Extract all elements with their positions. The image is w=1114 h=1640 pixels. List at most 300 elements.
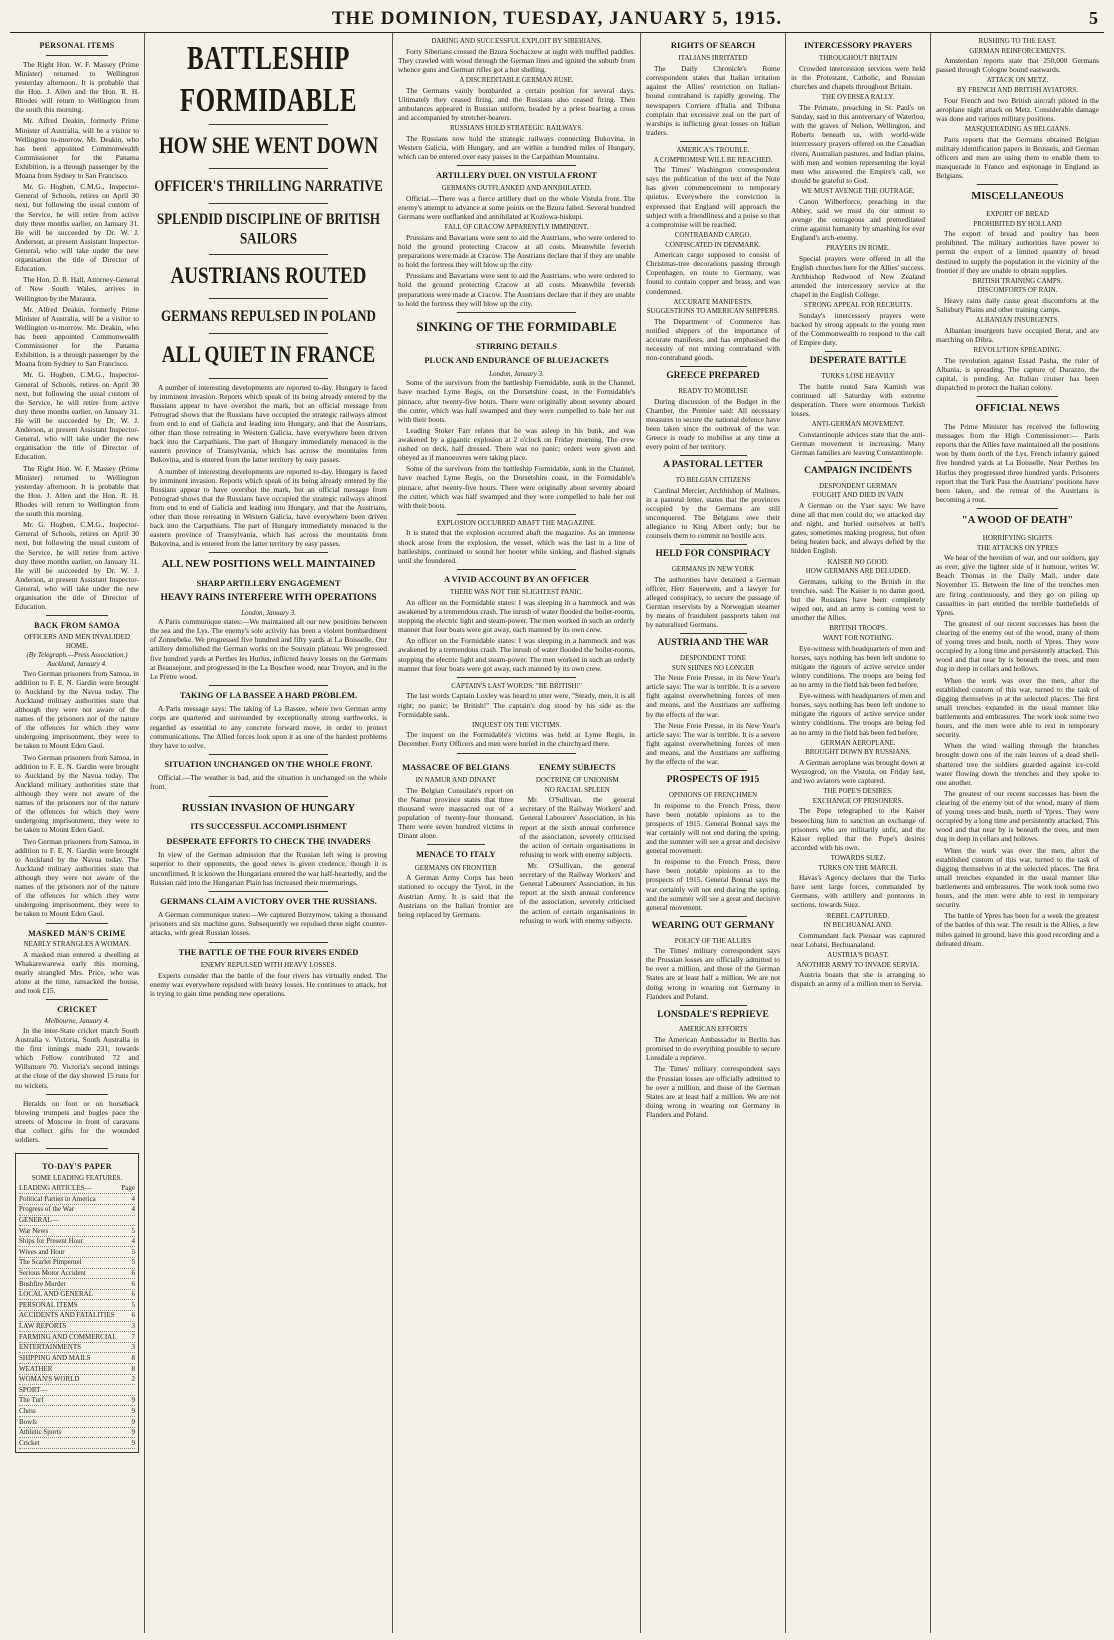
index-entry bbox=[19, 1428, 135, 1439]
wood-subheading: HORRIFYING SIGHTS bbox=[982, 533, 1053, 542]
columns bbox=[10, 33, 1104, 1633]
article-paragraph: Commandant Jack Pienaar was captured near Lobatsi, Bechuanaland. bbox=[791, 930, 925, 949]
article-paragraph: Experts consider that the battle of the four rivers has virtually ended. The enemy was everywhere repulsed with heavy losses. He continues to attack, but is trying to gain time pending new operations. bbox=[150, 970, 387, 998]
index-entry-label: Ships for Present Hour bbox=[19, 1237, 83, 1246]
la-bassee-heading: TAKING OF LA BASSEE A HARD PROBLEM. bbox=[179, 689, 358, 700]
article-paragraph: The export of bread and poultry has been prohibited. The military authorities have power to permit the export of a limited quantity of bread destined to supply the population in the vicinity of the frontier if they are unable to obtain supplies. bbox=[936, 229, 1099, 275]
article-paragraph: The last words Captain Loxley was heard to utter were, "Steady, men, it is all right; no panic; be British!" The captain's dog stood by his side as the Formidable sank. bbox=[398, 691, 635, 719]
index-entry-label: Political Parties in America bbox=[19, 1194, 96, 1203]
article-paragraph: Mr. O'Sullivan, the general secretary of the Railway Workers' and General Labourers' Association, in his report at the sixth annual conference of the association, severely criticised the action of certain organisations in refusing to work with enemy subjects. bbox=[519, 795, 635, 859]
bread-heading: EXPORT OF BREAD bbox=[986, 210, 1049, 219]
index-entry-page: 9 bbox=[131, 1396, 135, 1405]
article-paragraph: A German aeroplane was brought down at Wyszogrod, on the Vistula, on Friday last, and two aviators were captured. bbox=[791, 757, 925, 786]
divider bbox=[457, 753, 576, 754]
divider bbox=[977, 508, 1059, 509]
divider bbox=[46, 1094, 108, 1095]
four-rivers-heading: THE BATTLE OF THE FOUR RIVERS ENDED bbox=[178, 946, 359, 957]
article-paragraph: Two German prisoners from Samoa, in addition to F. E. N. Gardin were brought to Auckland by the Navua today. The Auckland military authorities state that although they were not aware of the names of the prisoners nor of the nature of the offences for which they were undergoing imprisonment, they were to be taken to Mount Eden Gaol. bbox=[15, 836, 139, 919]
article-paragraph: The Times' Washington correspondent says the publication of the text of the Note has given commencement to temporary quietus. Everywhere the conviction is expressed that England will approach the subject with a friendliness and a poise so that a compromise will be reached. bbox=[646, 165, 780, 229]
index-entry bbox=[19, 1237, 135, 1248]
subheading-artillery: SHARP ARTILLERY ENGAGEMENT bbox=[196, 578, 341, 589]
todays-paper-box bbox=[15, 1153, 139, 1453]
index-entry-page: 8 bbox=[131, 1364, 135, 1373]
column-6 bbox=[931, 33, 1104, 1633]
article-paragraph: Amsterdam reports state that 250,000 Germans passed through Cologne bound eastwards. bbox=[936, 56, 1099, 75]
divider bbox=[680, 544, 747, 545]
cricket-dateline: Melbourne, January 4. bbox=[44, 1017, 110, 1026]
article-paragraph: It is stated that the explosion occurred abaft the magazine. As an immense shock arose from the explosion, the vessel, which was the last in a line of battleships, continued to sound her hooter while sinking, and flashed signals until she foundered. bbox=[398, 528, 635, 565]
article-paragraph: Mr. G. Hogben, C.M.G., Inspector-General of Schools, retires on April 30 next, but following the usual custom of the Service, he will retire from active duty three months earlier, on January 31. He will be succeeded by Dr. W. J. Anderson, at present Assistant Inspector-General, who will take under the new organisation the title of Director of Education. bbox=[15, 370, 139, 462]
rebel-heading: REBEL CAPTURED. bbox=[826, 911, 890, 920]
suez-subheading: TURKS ON THE MARCH. bbox=[818, 863, 898, 872]
enemy-subheading: DOCTRINE OF UNIONISM bbox=[535, 776, 619, 785]
article-paragraph: Special prayers were offered in all the English churches here for the Allies' success. Archbishop Redwood of New Zealand attended the intercessory service at the chapel in the English College. bbox=[791, 253, 925, 300]
index-entry-page: 2 bbox=[131, 1375, 135, 1384]
column-4 bbox=[641, 33, 786, 1633]
index-entry bbox=[19, 1396, 135, 1407]
troops-heading: BRITISH TROOPS. bbox=[829, 624, 887, 633]
rebel-subheading: IN BECHUANALAND. bbox=[823, 921, 893, 930]
samoa-subheading: OFFICERS AND MEN INVALIDED HOME. bbox=[24, 633, 130, 650]
article-paragraph: The Belgian Consulate's report on the Namur province states that three thousand were massacred out of a population of twenty-four thousand. There were seven hundred victims in Dinant alone. bbox=[398, 785, 514, 841]
article-paragraph: The Prime Minister has received the following messages from the High Commissioner:— Paris reports that the Allies have maintained all the positions won by them north of the Lys. French infantry gained five hundred yards at La Boisselle. Near Perthes les Hurlus they progressed three hundred yards. Prisoners report that the Turk Pass the Austrians' positions have been taken, and the retreat of the Austrians is becoming a rout. bbox=[936, 422, 1099, 504]
article-paragraph: The inquest on the Formidable's victims was held at Lyme Regis, in December. Forty Officers and men were buried in the churchyard there. bbox=[398, 730, 635, 749]
subheading-pluck: PLUCK AND ENDURANCE OF BLUEJACKETS bbox=[424, 355, 609, 366]
article-paragraph: Two German prisoners from Samoa, in addition to F. E. N. Gardin were brought to Auckland by the Navua today. The Auckland military authorities state that although they were not aware of the names of the prisoners nor of the nature of the offences for which they were undergoing imprisonment, they were to be taken to Mount Eden Gaol. bbox=[15, 668, 139, 751]
article-paragraph: When the work was over the men, after the established custom of this war, turned to the task of digging themselves in at the selected places. The first small trenches expanded in the usual manner like battlements and embrasures. The work took some two hours, and the men were able to rest in temporary security. bbox=[936, 675, 1099, 740]
index-entry-label: Athletic Sports bbox=[19, 1428, 62, 1437]
index-entry bbox=[19, 1438, 135, 1449]
ruse-heading: A DISCREDITABLE GERMAN RUSE. bbox=[459, 75, 574, 84]
index-entry-label: WOMAN'S WORLD bbox=[19, 1375, 80, 1384]
americas-heading: AMERICA'S TROUBLE. bbox=[676, 145, 750, 154]
article-paragraph: Havas's Agency declares that the Turks have sent large forces, commanded by Germans, with artillery and pontoons in sections, towards Suez. bbox=[791, 873, 925, 910]
column-2 bbox=[145, 33, 393, 1633]
masthead bbox=[10, 6, 1104, 33]
article-paragraph: Official.—There was a fierce artillery duel on the whole Vistula front. The enemy's attempt to advance at some points on the Bzura failed. Several hundred Germans were outflanked and annihilated at Kozlowa-biskupi. bbox=[398, 193, 635, 222]
rights-heading: RIGHTS OF SEARCH bbox=[670, 40, 756, 50]
article-paragraph: Germans, talking to the British in the trenches, said: The Kaiser is no damn good, but the Russians have been completely wiped out, and an army is coming west to smother the Allies. bbox=[791, 576, 925, 623]
avenge-heading: WE MUST AVENGE THE OUTRAGE. bbox=[801, 186, 915, 195]
article-paragraph: An officer on the Formidable states: I was sleeping in a hammock and was awakened by a tremendous crash. The inrush of water flooded the boiler-rooms, stopping the electric light and steam-power. The men worked in such an orderly manner that four boats were got away, each manned by its own crew. bbox=[398, 636, 635, 673]
headline-new-positions: ALL NEW POSITIONS WELL MAINTAINED bbox=[161, 559, 376, 571]
article-paragraph: When the work was over the men, after the established custom of this war, turned to the task of digging themselves in at the selected places. The first small trenches expanded in the usual manner like battlements and embrasures. The work took some two hours, and the men were able to rest in temporary security. bbox=[936, 845, 1099, 910]
greece-subheading: READY TO MOBILISE bbox=[678, 387, 748, 396]
index-entry-label: Chess bbox=[19, 1406, 36, 1415]
index-entry-label: ENTERTAINMENTS bbox=[19, 1343, 82, 1352]
aeroplane-heading: GERMAN AEROPLANE. bbox=[820, 738, 896, 747]
index-entry bbox=[19, 1258, 135, 1269]
index-entry bbox=[19, 1311, 135, 1322]
divider bbox=[680, 633, 747, 634]
article-paragraph: Cardinal Mercier, Archbishop of Malines, in a pastoral letter, states that the provinces occupied by the Germans are still unconquered. The Belgians owe their allegiance to King Albert only; but he counsels them to commit no hostile acts. bbox=[646, 485, 780, 541]
divider bbox=[209, 168, 328, 169]
boast-heading: AUSTRIA'S BOAST. bbox=[827, 951, 889, 960]
main-headline: BATTLESHIP FORMIDABLE bbox=[179, 40, 358, 119]
rushing-subheading: GERMAN REINFORCEMENTS. bbox=[969, 46, 1066, 55]
contents-index bbox=[19, 1184, 135, 1449]
inquest-heading: INQUEST ON THE VICTIMS. bbox=[471, 720, 562, 729]
index-entry bbox=[19, 1375, 135, 1386]
index-entry-page: 5 bbox=[131, 1247, 135, 1256]
index-entry-page: 6 bbox=[131, 1279, 135, 1288]
rome-heading: PRAYERS IN ROME. bbox=[826, 244, 890, 253]
article-paragraph: In response to the French Press, there have been notable opinions as to the prospects of 1915. General Bonnal says the war certainly will not end during the spring, and the summer will see a great and decisive general movement. bbox=[646, 800, 780, 856]
index-entry-label: The Scarlet Pimpernel bbox=[19, 1258, 82, 1267]
manifests-subheading: SUGGESTIONS TO AMERICAN SHIPPERS. bbox=[646, 307, 780, 316]
contraband-heading: CONTRABAND CARGO. bbox=[674, 230, 752, 239]
index-entry-label: Cricket bbox=[19, 1438, 40, 1447]
divider bbox=[457, 569, 576, 570]
divider bbox=[427, 844, 485, 845]
divider bbox=[680, 455, 747, 456]
index-entry-page: 3 bbox=[131, 1343, 135, 1352]
personal-items-heading: PERSONAL ITEMS bbox=[39, 41, 115, 50]
article-paragraph: Official.—The weather is bad, and the situation is unchanged on the whole front. bbox=[150, 773, 387, 792]
pope-subheading: EXCHANGE OF PRISONERS. bbox=[812, 796, 904, 805]
camps-subheading: DISCOMFORTS OF RAIN. bbox=[977, 286, 1058, 295]
article-paragraph: Heralds on foot or on horseback blowing trumpets and bugles pace the streets of Moscow in front of caravans that collect gifts for the wounded soldiers. bbox=[15, 1098, 139, 1145]
divider bbox=[977, 396, 1059, 397]
siberians-heading: DARING AND SUCCESSFUL EXPLOIT BY SIBERIANS. bbox=[431, 37, 602, 45]
index-entry bbox=[19, 1417, 135, 1428]
metz-subheading: BY FRENCH AND BRITISH AVIATORS. bbox=[956, 86, 1079, 95]
article-paragraph: Paris reports that the Germans obtained Belgian military identification papers in Brussels, and German officers and men are using them to enable them to masquerade in France and espionage in England as Belgians. bbox=[936, 134, 1099, 181]
miscellaneous-heading: MISCELLANEOUS bbox=[971, 191, 1064, 203]
article-paragraph: A Paris communique states:—We maintained all our new positions between the sea and the Lys. The enemy's sole activity has been a violent bombardment of Zonnebeke. We progressed five hundred and fifty yards at La Boisselle. Our artillery demolished the German works on the Souvain plateau. We progressed five hundred yards at Perthes les Hurlus, inflicted heavy losses on the Germans at Beausejour, and progressed in the La Boschee wood, near Troyon, and in the Le Pretre wood. bbox=[150, 617, 387, 681]
newspaper-title: THE DOMINION, TUESDAY, JANUARY 5, 1915. bbox=[331, 8, 783, 29]
article-paragraph: The battle round Sara Kamish was continued all Saturday with extreme desperation. There were enormous Turkish losses. bbox=[791, 381, 925, 418]
samoa-heading: BACK FROM SAMOA bbox=[34, 621, 120, 631]
article-paragraph: A number of interesting developments are reported to-day. Hungary is faced by imminent invasion. Reports which speak of its being already entered by the Russians appear to have overshot the mark, but an official message from Petrograd shows that the Russians have occupied the strategic railways almost from end to end of Galicia and leading into Hungary, and that the Austrians, other than those retreating in Western Galicia, have everywhere been driven back into the Carpathians. The part of Hungary immediately menaced is the eastern province of Transylvania, which has across the mountains from Bukovina, and is entered from the latter territory by easy passes. bbox=[150, 382, 387, 465]
pastoral-heading: A PASTORAL LETTER bbox=[663, 460, 763, 471]
index-entry-label: Bushfire Murder bbox=[19, 1279, 66, 1288]
intercessory-subheading: THROUGHOUT BRITAIN bbox=[818, 54, 898, 63]
divider bbox=[457, 165, 576, 166]
divider bbox=[209, 754, 328, 755]
divider bbox=[46, 615, 108, 616]
index-entry bbox=[19, 1364, 135, 1375]
index-entry-page: 4 bbox=[131, 1237, 135, 1246]
index-entry-page: 6 bbox=[131, 1311, 135, 1320]
article-paragraph: Some of the survivors from the battleship Formidable, sunk in the Channel, have reached Lyme Regis, on the Dorsetshire coast, in the Formidable's pinnace, after twenty-five hours. There were originally about seventy aboard the cutter, which was half swamped and they were compelled to bale her out with their boots. bbox=[398, 378, 635, 424]
article-paragraph: The American Ambassador in Berlin has promised to do everything possible to secure Lonsdale a reprieve. bbox=[646, 1035, 780, 1063]
divider bbox=[46, 55, 108, 56]
bottom-split bbox=[398, 758, 635, 927]
oversea-heading: THE OVERSEA RALLY. bbox=[821, 93, 895, 102]
article-paragraph: The Times' military correspondent says the Prussian losses are officially admitted to be over a million, and those of the German States are at least half a million. We are not doing wrong in wearing out Germany in Flanders and Poland. bbox=[646, 1064, 780, 1119]
headline-austrians-routed: AUSTRIANS ROUTED bbox=[170, 263, 367, 289]
enemy-heading: ENEMY SUBJECTS bbox=[539, 761, 616, 772]
divider bbox=[209, 333, 328, 334]
article-paragraph: A masked man entered a dwelling at Whakarewarewa early this morning, nearly strangled Mrs. Price, who was alone at the time, ransacked the house, and took £15. bbox=[15, 949, 139, 996]
index-entry-page: 6 bbox=[131, 1269, 135, 1278]
recruits-heading: STRONG APPEAL FOR RECRUITS. bbox=[803, 301, 913, 310]
divider bbox=[680, 1005, 747, 1006]
index-entry-label: FARMING AND COMMERCIAL bbox=[19, 1332, 117, 1341]
subheading-successful: ITS SUCCESSFUL ACCOMPLISHMENT bbox=[190, 821, 347, 832]
battle-subheading: TURKS LOSE HEAVILY bbox=[821, 372, 895, 381]
article-paragraph: Some of the survivors from the battleship Formidable, sunk in the Channel, have reached Lyme Regis, on the Dorsetshire coast, in the Formidable's pinnace, after twenty-five hours. There were originally about seventy aboard the cutter, which was half swamped and they were compelled to bale her out with their boots. bbox=[398, 464, 635, 510]
albanian-heading: ALBANIAN INSURGENTS. bbox=[975, 316, 1060, 325]
vistula-heading: ARTILLERY DUEL ON VISTULA FRONT bbox=[436, 169, 597, 180]
sinking-dateline: London, January 3. bbox=[489, 369, 544, 378]
divider bbox=[209, 378, 328, 379]
divider bbox=[457, 514, 576, 515]
index-entry bbox=[19, 1385, 135, 1396]
article-paragraph: The greatest of our recent successes has been the clearing of the enemy out of the wood, many of them of young trees and bush, north of Ypres. They were occupied by a long time and persistently attacked. This wood and that near by is beneath the trees, and men dug in deep in cellars and hollows. bbox=[936, 618, 1099, 674]
article-paragraph: Austria boasts that she is arranging to dispatch an army of a million men to Servia. bbox=[791, 970, 925, 989]
index-entry-label: GENERAL— bbox=[19, 1216, 59, 1224]
intercessory-heading: INTERCESSORY PRAYERS bbox=[804, 40, 912, 50]
headline-heavy-rains: HEAVY RAINS INTERFERE WITH OPERATIONS bbox=[160, 592, 377, 603]
suez-heading: TOWARDS SUEZ. bbox=[830, 853, 886, 862]
index-entry-page: 9 bbox=[131, 1406, 135, 1415]
todays-paper-heading: TO-DAY'S PAPER bbox=[42, 1162, 112, 1172]
revolution-heading: REVOLUTION SPREADING. bbox=[973, 346, 1062, 355]
enemy-subheading-2: NO RACIAL SPLEEN bbox=[544, 785, 610, 794]
contraband-subheading: CONFISCATED IN DENMARK. bbox=[665, 240, 761, 249]
rushing-heading: RUSHING TO THE EAST. bbox=[978, 37, 1057, 45]
rights-subheading: ITALIANS IRRITATED bbox=[678, 54, 748, 63]
article-paragraph: Mr. O'Sullivan, the general secretary of the Railway Workers' and General Labourers' Association, in his report at the sixth annual conference of the association, severely criticised the action of certain organisations in refusing to work with enemy subjects. bbox=[519, 861, 635, 925]
official-news-heading: OFFICIAL NEWS bbox=[975, 403, 1060, 415]
divider bbox=[46, 1148, 108, 1149]
index-entry-label: LEADING ARTICLES— bbox=[19, 1184, 92, 1193]
divider bbox=[825, 461, 892, 462]
headline-germans-repulsed: GERMANS REPULSED IN POLAND bbox=[161, 306, 376, 325]
boast-subheading: ANOTHER ARMY TO INVADE SERVIA. bbox=[796, 960, 920, 969]
massacre-article bbox=[398, 758, 514, 927]
headline-russian-invasion: RUSSIAN INVASION OF HUNGARY bbox=[181, 802, 356, 814]
massacre-subheading: IN NAMUR AND DINANT bbox=[415, 776, 496, 785]
campaign-subheading-2: FOUGHT AND DIED IN VAIN bbox=[812, 491, 904, 500]
article-paragraph: Mr. Alfred Deakin, formerly Prime Minister of Australia, will be a visitor to Wellington to-morrow. Mr. Deakin, who has been appointed Commonwealth Commissioner for the Panama Exhibition, is a through passenger by the Moana from Sydney to San Francisco. bbox=[15, 304, 139, 369]
campaign-heading: CAMPAIGN INCIDENTS bbox=[804, 466, 912, 476]
index-entry bbox=[19, 1332, 135, 1343]
index-entry-page: 5 bbox=[131, 1300, 135, 1309]
index-entry-label: Bowls bbox=[19, 1417, 37, 1426]
last-words-heading: CAPTAIN'S LAST WORDS: "BE BRITISH!" bbox=[451, 681, 582, 690]
unchanged-heading: SITUATION UNCHANGED ON THE WHOLE FRONT. bbox=[164, 758, 373, 769]
article-paragraph: We hear of the heroism of war, and our soldiers, gay as ever, give the lighter side of it humour, writes W. Beach Thomas in the Daily Mail, under date November 15. Between the line of the trenches men are firing continuously, and they go on piling up casualties in part entitled the terrible battlefields of Ypres. bbox=[936, 553, 1099, 617]
article-paragraph: Heavy rains daily cause great discomforts at the Salisbury Plains and other training camps. bbox=[936, 296, 1099, 315]
article-paragraph: The Russians now hold the strategic railways connecting Bukovina, in Western Galicia, with Hungary, and are within a hundred miles of Hungary, which can be entered over easy passes in the Carpathian Mountains. bbox=[398, 133, 635, 161]
index-entry bbox=[19, 1279, 135, 1290]
divider bbox=[209, 685, 328, 686]
wood-of-death-heading: "A WOOD OF DEATH" bbox=[961, 515, 1074, 527]
subheading-desperate-efforts: DESPERATE EFFORTS TO CHECK THE INVADERS bbox=[166, 835, 371, 846]
kaiser-heading: KAISER NO GOOD. bbox=[827, 557, 889, 566]
article-paragraph: American cargo supposed to consist of Christmas-tree decorations passing through Copenhagen, en route to Germany, was found to contain copper and brass, and was condemned. bbox=[646, 250, 780, 296]
article-paragraph: Crowded intercession services were held in the Protestant, Catholic, and Russian churches and chapels throughout Britain. bbox=[791, 64, 925, 92]
index-entry-page: 5 bbox=[131, 1258, 135, 1267]
divider bbox=[209, 942, 328, 943]
index-entry bbox=[19, 1205, 135, 1216]
article-paragraph: An officer on the Formidable states: I was sleeping in a hammock and was awakened by a tremendous crash. The inrush of water flooded the boiler-rooms, stopping the electric light and steam-power. The men worked in such an orderly manner that four boats were got away, each manned by its own crew. bbox=[398, 597, 635, 635]
column-1 bbox=[10, 33, 145, 1633]
article-paragraph: Mr. Alfred Deakin, formerly Prime Minister of Australia, will be a visitor to Wellington to-morrow. Mr. Deakin, who has been appointed Commonwealth Commissioner for the Panama Exhibition, is a through passenger by the Moana from Sydney to San Francisco. bbox=[15, 116, 139, 181]
index-entry-page: 9 bbox=[131, 1438, 135, 1447]
divider bbox=[680, 770, 747, 771]
article-paragraph: Forty Siberians crossed the Bzura Sochaczew at night with muffled paddles. They crawled with wood through the German lines and ignited the suburb from whence guns and German rifles got a hot shelling. bbox=[398, 46, 635, 74]
index-entry-page: 3 bbox=[131, 1322, 135, 1331]
divider bbox=[680, 141, 747, 142]
column-3 bbox=[393, 33, 641, 1633]
masquerading-heading: MASQUERADING AS BELGIANS. bbox=[964, 124, 1071, 133]
index-entry bbox=[19, 1216, 135, 1227]
bread-subheading: PROHIBITED BY HOLLAND bbox=[973, 219, 1062, 228]
divider bbox=[209, 203, 328, 204]
index-entry-label: Wives and Hour bbox=[19, 1247, 65, 1256]
divider bbox=[457, 677, 576, 678]
divider bbox=[209, 124, 328, 125]
article-paragraph: A German Army Corps has been stationed to occupy the Tyrol, in the Austrian Army. It is said that the Austrians on the Italian frontier are being replaced by Germans. bbox=[398, 873, 514, 919]
article-paragraph: The Neue Freie Presse, in its New Year's article says: The war is terrible. It is a severe fight against overwhelming forces of men and means, and the Austrians are suffering by the effects of the war. bbox=[646, 720, 780, 767]
divider bbox=[977, 184, 1059, 185]
index-entry bbox=[19, 1290, 135, 1301]
prospects-heading: PROSPECTS OF 1915 bbox=[666, 775, 760, 786]
index-entry-page: 4 bbox=[131, 1194, 135, 1203]
column-5 bbox=[786, 33, 931, 1633]
todays-paper-subheading: SOME LEADING FEATURES. bbox=[31, 1174, 123, 1183]
anti-german-heading: ANTI-GERMAN MOVEMENT. bbox=[811, 420, 905, 429]
index-entry-label: PERSONAL ITEMS bbox=[19, 1300, 78, 1309]
index-entry-page: 9 bbox=[131, 1417, 135, 1426]
lonsdale-subheading: AMERICAN EFFORTS bbox=[678, 1025, 748, 1034]
cricket-heading: CRICKET bbox=[57, 1005, 97, 1015]
index-entry-label: LOCAL AND GENERAL bbox=[19, 1290, 94, 1299]
article-paragraph: The Hon. D. R. Hall, Attorney-General of New South Wales, arrives in Wellington by the Maraura. bbox=[15, 275, 139, 303]
article-paragraph: Four French and two British aircraft piloted in the aeroplane night attack on Metz. Considerable damage was done and various military positions. bbox=[936, 95, 1099, 123]
article-paragraph: A Paris message says: The taking of La Bassee, where two German army corps are quartered and surrounded by exceptionally strong earthworks, is regarded as essential to any concrete forward move, in order to protect communications. The Allied forces look upon it as one of the hardest problems they have to solve. bbox=[150, 704, 387, 750]
article-paragraph: The Neue Freie Presse, in its New Year's article says: The war is terrible. It is a severe fight against overwhelming forces of men and means, and the Austrians are suffering by the effects of the war. bbox=[646, 673, 780, 719]
index-entry bbox=[19, 1353, 135, 1364]
vivid-account-heading: A VIVID ACCOUNT BY AN OFFICER bbox=[443, 573, 590, 584]
index-entry bbox=[19, 1247, 135, 1258]
page-number: 5 bbox=[1089, 8, 1098, 28]
divider bbox=[46, 999, 108, 1000]
pope-heading: THE POPE'S DESIRES. bbox=[823, 787, 893, 796]
article-paragraph: Prussians and Bavarians were sent to aid the Austrians, who were ordered to hold the ground protecting Cracow at all costs. Meanwhile feverish preparations were made at Cracow. The Austrians declare that if they are unable to hold the fortress they will blow up the city. bbox=[398, 232, 635, 270]
index-entry bbox=[19, 1406, 135, 1417]
divider bbox=[680, 916, 747, 917]
divider bbox=[46, 923, 108, 924]
article-paragraph: The Primate, preaching in St. Paul's on Sunday, said in this anniversary of Waterloo, with the graves of Nelson, Wellington, and Roberts beneath us, with world-wide intercessory prayers offered on the Canadian rivers, Australian pastures, and Indian plains, with men and women representing the loyal men who answered the Empire's call, we should be grateful to God. bbox=[791, 103, 925, 185]
index-entry-page: Page bbox=[121, 1184, 135, 1193]
vistula-subheading: GERMANS OUTFLANKED AND ANNIHILATED. bbox=[441, 184, 592, 193]
article-paragraph: Prussians and Bavarians were sent to aid the Austrians, who were ordered to hold the ground protecting Cracow at all costs. Meanwhile feverish preparations were made at Cracow. The Austrians declare that if they are unable to hold the fortress they will blow up the city. bbox=[398, 271, 635, 308]
index-entry-label: The Turf bbox=[19, 1396, 44, 1405]
masked-man-heading: MASKED MAN'S CRIME bbox=[28, 928, 126, 938]
headline-splendid-discipline: SPLENDID DISCIPLINE OF BRITISH SAILORS bbox=[156, 209, 381, 247]
headline-all-quiet: ALL QUIET IN FRANCE bbox=[161, 343, 376, 369]
article-paragraph: A German communique states:—We captured Borzymow, taking a thousand prisoners and six machine guns. Subsequently we repulsed three night counter-attacks, with great Russian losses. bbox=[150, 910, 387, 938]
index-entry-label: WEATHER bbox=[19, 1364, 53, 1373]
americas-subheading: A COMPROMISE WILL BE REACHED. bbox=[653, 155, 773, 164]
article-paragraph: A number of interesting developments are reported to-day. Hungary is faced by imminent invasion. Reports which speak of its being already entered by the Russians appear to have overshot the mark, but an official message from Petrograd shows that the Russians have occupied the strategic railways almost from end to end of Galicia and leading into Hungary, and that the Austrians, other than those retreating in Western Galicia, have everywhere been driven back into the Carpathians. The part of Hungary immediately menaced is the eastern province of Transylvania, which has across the mountains from Bukovina, and is entered from the latter territory by easy passes. bbox=[150, 466, 387, 549]
article-paragraph: The Right Hon. W. F. Massey (Prime Minister) returned to Wellington yesterday afternoon. It is probable that the Hon. J. Allen and the Hon. R. H. Rhodes will return to Wellington from the south this morning. bbox=[15, 59, 139, 115]
four-rivers-subheading: ENEMY REPULSED WITH HEAVY LOSSES. bbox=[200, 961, 337, 970]
rains-dateline: London, January 3. bbox=[241, 608, 296, 617]
pastoral-subheading: TO BELGIAN CITIZENS bbox=[675, 476, 751, 485]
index-entry-label: Serious Motor Accident bbox=[19, 1269, 86, 1278]
menace-heading: MENACE TO ITALY bbox=[415, 849, 496, 860]
article-paragraph: Sunday's intercessory prayers were backed by strong appeals to the young men of the Commonwealth to respond to the call of Empire duty. bbox=[791, 310, 925, 348]
index-entry-page: 4 bbox=[131, 1205, 135, 1214]
railways-heading: RUSSIANS HOLD STRATEGIC RAILWAYS. bbox=[449, 123, 583, 132]
article-paragraph: The Right Hon. W. F. Massey (Prime Minister) returned to Wellington yesterday afternoon. It is probable that the Hon. J. Allen and the Hon. R. H. Rhodes will return to Wellington from the south this morning. bbox=[15, 463, 139, 519]
headline-how-she-went-down: HOW SHE WENT DOWN bbox=[158, 133, 379, 159]
index-entry-label: LAW REPORTS bbox=[19, 1322, 67, 1331]
austria-heading: AUSTRIA AND THE WAR bbox=[657, 638, 769, 649]
metz-heading: ATTACK ON METZ. bbox=[986, 76, 1049, 85]
article-paragraph: When the wind wailing through the branches brought down one of the rain leaves of a dead shell-shattered tree the soldiers guarded against ice-cold water flowing down the trenches and they spoke to one another. bbox=[936, 741, 1099, 787]
divider bbox=[209, 298, 328, 299]
samoa-dateline: (By Telegraph.—Press Association.) Auckland, January 4. bbox=[26, 651, 128, 668]
article-paragraph: The Department of Commerce has notified shippers of the importance of accurate manifests, and has emphasised the necessity of not mixing contraband with non-contraband goods. bbox=[646, 316, 780, 363]
article-paragraph: The greatest of our recent successes has been the clearing of the enemy out of the wood, many of them of young trees and bush, north of Ypres. They were occupied by a long time and persistently attacked. This wood and that near by is beneath the trees, and men dug in deep in cellars and hollows. bbox=[936, 788, 1099, 844]
austria-subheading-2: SUN SHINES NO LONGER bbox=[671, 663, 755, 672]
deluded-heading: HOW GERMANS ARE DELUDED. bbox=[805, 567, 911, 576]
article-paragraph: Constantinople advices state that the anti-German movement is increasing. Many German families are leaving Constantinople. bbox=[791, 429, 925, 457]
conspiracy-heading: HELD FOR CONSPIRACY bbox=[655, 549, 771, 560]
index-entry bbox=[19, 1226, 135, 1237]
article-paragraph: The Daily Chronicle's Rome correspondent states that Italian irritation against the Allies' restriction on Italian-bound contraband is rapidly growing. The newspapers Corriere d'Italia and Tribuna complain that excessive zeal on the part of warships is inflicting great losses on Italian traders. bbox=[646, 64, 780, 137]
troops-subheading: WANT FOR NOTHING. bbox=[822, 633, 894, 642]
austria-subheading: DESPONDENT TONE bbox=[680, 653, 746, 662]
article-paragraph: The Pope telegraphed to the Kaiser beseeching him to sanction an exchange of prisoners who are militarily unfit, and the Kaiser replied that the Pope's desires accorded with his own. bbox=[791, 806, 925, 852]
divider bbox=[457, 312, 576, 313]
index-entry bbox=[19, 1343, 135, 1354]
subheading-stirring: STIRRING DETAILS bbox=[476, 340, 557, 351]
divider bbox=[209, 891, 328, 892]
index-entry bbox=[19, 1269, 135, 1280]
article-paragraph: In the inter-State cricket match South Australia v. Victoria, South Australia in the first innings made 231, towards which Fellow contributed 72 and Willsmore 70. Victoria's second innings at the close of the day showed 15 runs for no wickets. bbox=[15, 1025, 139, 1090]
article-paragraph: Albanian insurgents have occupied Berat, and are marching on Dibra. bbox=[936, 325, 1099, 344]
cracow-heading: FALL OF CRACOW APPARENTLY IMMINENT. bbox=[444, 223, 589, 232]
article-paragraph: In view of the German admission that the Russian left wing is proving superior to their opponents, the good news is given credence, though it is unconfirmed. It is known the Hungarians entered the war half-heartedly, and the Russian raid into the Hungarian Plain has increased their murmurings. bbox=[150, 850, 387, 887]
lonsdale-heading: LONSDALE'S REPRIEVE bbox=[657, 1009, 769, 1020]
vivid-account-subheading: THERE WAS NOT THE SLIGHTEST PANIC. bbox=[449, 588, 583, 597]
article-paragraph: In response to the French Press, there have been notable opinions as to the prospects of 1915. General Bonnal says the war certainly will not end during the spring, and the summer will see a great and decisive general movement. bbox=[646, 857, 780, 912]
masked-man-subheading: NEARLY STRANGLES A WOMAN. bbox=[23, 940, 131, 949]
manifests-heading: ACCURATE MANIFESTS. bbox=[673, 297, 753, 306]
index-entry-page: 7 bbox=[131, 1332, 135, 1341]
campaign-subheading: DESPONDENT GERMAN bbox=[819, 481, 897, 490]
massacre-heading: MASSACRE OF BELGIANS bbox=[402, 761, 510, 772]
victory-heading: GERMANS CLAIM A VICTORY OVER THE RUSSIANS. bbox=[160, 895, 377, 906]
index-entry bbox=[19, 1184, 135, 1195]
article-paragraph: Mr. G. Hogben, C.M.G., Inspector-General of Schools, retires on April 30 next, but following the usual custom of the Service, he will retire from active duty three months earlier, on January 31. He will be succeeded by Dr. W. J. Anderson, at present Assistant Inspector-General, who will take under the new organisation the title of Director of Education. bbox=[15, 520, 139, 612]
article-paragraph: The revolution against Essad Pasha, the ruler of Albania, is spreading. The capture of Durazzo, the capital, is pending. An Italian cruiser has been dispatched to protect the Italian colony. bbox=[936, 355, 1099, 393]
headline-sinking: SINKING OF THE FORMIDABLE bbox=[416, 318, 617, 334]
explosion-heading: EXPLOSION OCCURRED ABAFT THE MAGAZINE. bbox=[436, 518, 596, 527]
index-entry-label: War News bbox=[19, 1226, 49, 1235]
aeroplane-subheading: BROUGHT DOWN BY RUSSIANS. bbox=[805, 748, 911, 757]
greece-heading: GREECE PREPARED bbox=[666, 371, 760, 382]
article-paragraph: The Germans vainly bombarded a certain position for several days. Ultimately they ceased firing, and the Russians also ceased firing. Then ambulances appeared in Russian uniform, headed by a priest bearing a cross and accompanied by stretcher-bearers. bbox=[398, 85, 635, 122]
index-entry bbox=[19, 1322, 135, 1333]
index-entry-label: SPORT— bbox=[19, 1385, 48, 1394]
article-paragraph: Two German prisoners from Samoa, in addition to F. E. N. Gardin were brought to Auckland by the Navua today. The Auckland military authorities state that although they were not aware of the names of the prisoners nor of the nature of the offences for which they were undergoing imprisonment, they were to be taken to Mount Eden Gaol. bbox=[15, 752, 139, 835]
wearing-subheading: POLICY OF THE ALLIES bbox=[674, 936, 752, 945]
divider bbox=[209, 552, 328, 553]
index-entry-label: Progress of the War bbox=[19, 1205, 75, 1214]
enemy-subjects-article bbox=[520, 758, 636, 927]
index-entry bbox=[19, 1194, 135, 1205]
article-paragraph: The authorities have detained a German officer, Herr Sauerwein, and a lawyer for alleged conspiracy, to secure the passage of German reservists by a Norwegian steamer by means of fraudulent passports taken out by naturalised Germans. bbox=[646, 574, 780, 630]
